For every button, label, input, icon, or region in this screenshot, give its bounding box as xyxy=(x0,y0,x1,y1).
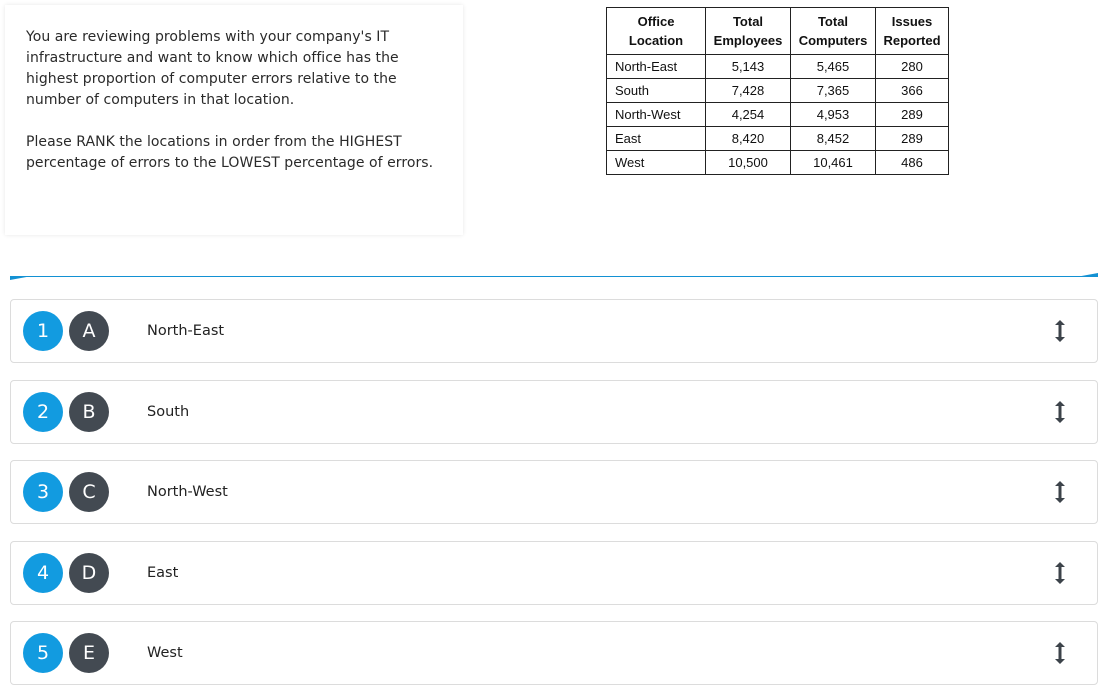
table-row xyxy=(607,151,949,175)
header-total-computers: Total Computers xyxy=(791,8,876,55)
prompt-paragraph-2: Please RANK the locations in order from the HIGHEST percentage of errors to the LOWEST percentage of errors. xyxy=(26,134,434,171)
header-issues-reported: Issues Reported xyxy=(876,8,949,55)
rank-item-label: North-East xyxy=(147,323,225,339)
drag-handle-icon[interactable] xyxy=(1053,480,1067,504)
rank-item-north-west[interactable] xyxy=(10,460,1098,524)
cell-location: South xyxy=(607,79,706,103)
option-letter-badge: A xyxy=(69,311,109,351)
table-row xyxy=(607,55,949,79)
cell-location: North-West xyxy=(607,103,706,127)
rank-item-label: East xyxy=(147,564,179,581)
header-office-location: Office Location xyxy=(607,8,706,55)
drag-handle-icon[interactable] xyxy=(1053,641,1067,665)
cell-computers: 10,461 xyxy=(791,151,876,175)
section-divider xyxy=(10,276,1098,277)
table-header-row xyxy=(607,8,949,55)
option-letter-badge: B xyxy=(69,392,109,432)
cell-computers: 7,365 xyxy=(791,79,876,103)
rank-number-badge: 4 xyxy=(23,553,63,593)
drag-handle-icon[interactable] xyxy=(1053,319,1067,343)
cell-issues: 289 xyxy=(876,103,949,127)
drag-handle-icon[interactable] xyxy=(1053,561,1067,585)
rank-item-west[interactable] xyxy=(10,621,1098,685)
cell-issues: 289 xyxy=(876,127,949,151)
question-prompt-card xyxy=(5,5,463,235)
table-row xyxy=(607,127,949,151)
rank-number-badge: 3 xyxy=(23,472,63,512)
cell-location: North-East xyxy=(607,55,706,79)
option-letter-badge: C xyxy=(69,472,109,512)
ranking-list xyxy=(10,299,1098,692)
rank-item-south[interactable] xyxy=(10,380,1098,444)
cell-employees: 4,254 xyxy=(706,103,791,127)
divider-right-accent xyxy=(1076,273,1098,277)
rank-item-east[interactable] xyxy=(10,541,1098,605)
rank-number-badge: 2 xyxy=(23,392,63,432)
cell-employees: 10,500 xyxy=(706,151,791,175)
option-letter-badge: D xyxy=(69,553,109,593)
rank-item-north-east[interactable] xyxy=(10,299,1098,363)
rank-item-label: South xyxy=(147,403,190,420)
table-row xyxy=(607,103,949,127)
cell-employees: 5,143 xyxy=(706,55,791,79)
office-data-table xyxy=(606,7,949,175)
rank-number-badge: 5 xyxy=(23,633,63,673)
drag-handle-icon[interactable] xyxy=(1053,400,1067,424)
cell-computers: 4,953 xyxy=(791,103,876,127)
rank-item-label: North-West xyxy=(147,484,228,500)
cell-computers: 5,465 xyxy=(791,55,876,79)
rank-item-label: West xyxy=(147,645,183,661)
cell-computers: 8,452 xyxy=(791,127,876,151)
header-total-employees: Total Employees xyxy=(706,8,791,55)
prompt-paragraph-1: You are reviewing problems with your company's IT infrastructure and want to know which office has the highest proportion of computer errors relative to the number of computers in that location. xyxy=(26,29,399,108)
cell-employees: 8,420 xyxy=(706,127,791,151)
cell-location: West xyxy=(607,151,706,175)
table-row xyxy=(607,79,949,103)
cell-location: East xyxy=(607,127,706,151)
cell-employees: 7,428 xyxy=(706,79,791,103)
option-letter-badge: E xyxy=(69,633,109,673)
cell-issues: 280 xyxy=(876,55,949,79)
cell-issues: 486 xyxy=(876,151,949,175)
rank-number-badge: 1 xyxy=(23,311,63,351)
divider-left-accent xyxy=(10,276,32,280)
cell-issues: 366 xyxy=(876,79,949,103)
